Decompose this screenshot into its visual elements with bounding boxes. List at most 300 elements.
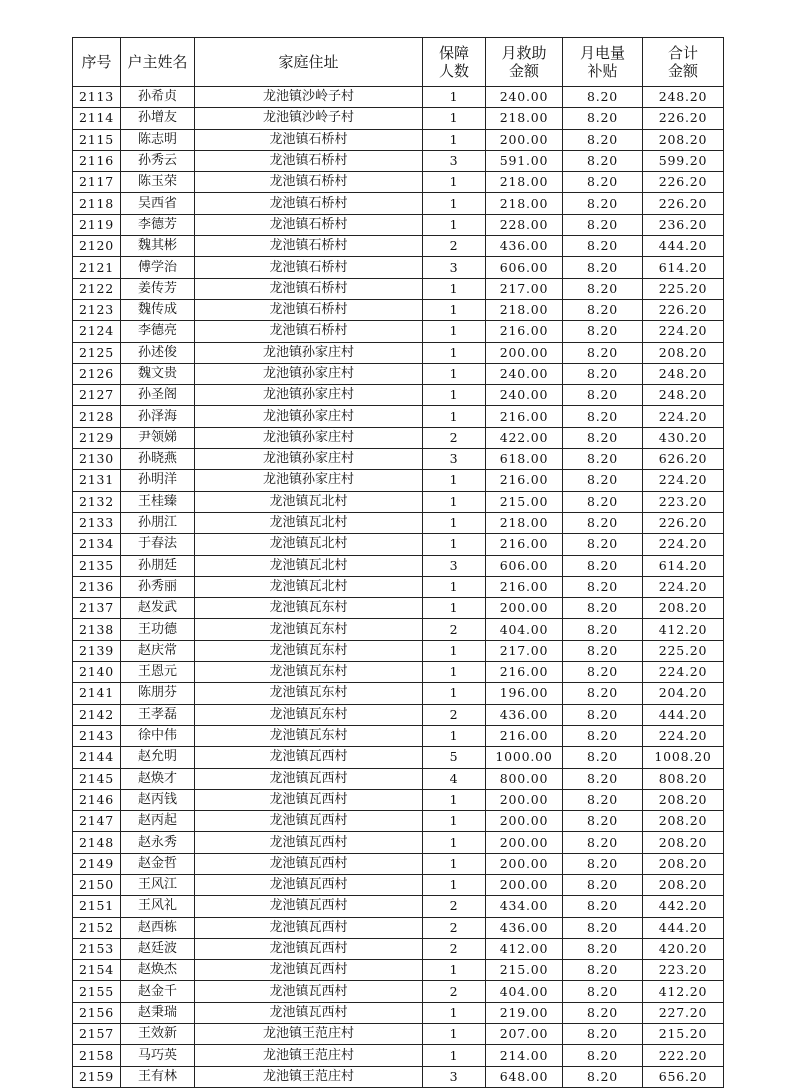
- cell-people: 1: [423, 512, 486, 533]
- table-row: [73, 960, 724, 981]
- cell-power: 8.20: [563, 619, 643, 640]
- table-row: [73, 853, 724, 874]
- document-page: [72, 37, 723, 1088]
- table-row: [73, 704, 724, 725]
- cell-people: 1: [423, 576, 486, 597]
- header-row: [73, 38, 724, 87]
- cell-power: 8.20: [563, 385, 643, 406]
- table-row: [73, 598, 724, 619]
- table-row: [73, 896, 724, 917]
- header-total: [643, 38, 724, 87]
- cell-address: 龙池镇沙岭子村: [195, 108, 423, 129]
- header-index: 序号: [73, 38, 121, 87]
- cell-total: 656.20: [643, 1066, 724, 1087]
- cell-address: 龙池镇瓦东村: [195, 704, 423, 725]
- cell-name: 陈玉荣: [121, 172, 195, 193]
- cell-power: 8.20: [563, 598, 643, 619]
- cell-address: 龙池镇孙家庄村: [195, 449, 423, 470]
- cell-total: 412.20: [643, 981, 724, 1002]
- cell-total: 208.20: [643, 598, 724, 619]
- cell-name: 赵允明: [121, 747, 195, 768]
- cell-people: 2: [423, 981, 486, 1002]
- cell-index: 2114: [73, 108, 121, 129]
- cell-power: 8.20: [563, 214, 643, 235]
- cell-people: 2: [423, 236, 486, 257]
- cell-power: 8.20: [563, 811, 643, 832]
- cell-index: 2135: [73, 555, 121, 576]
- cell-power: 8.20: [563, 917, 643, 938]
- cell-name: 李德亮: [121, 321, 195, 342]
- cell-power: 8.20: [563, 853, 643, 874]
- header-total-line1: 合计: [667, 44, 698, 62]
- cell-aid: 216.00: [486, 470, 563, 491]
- cell-index: 2140: [73, 662, 121, 683]
- cell-address: 龙池镇石桥村: [195, 172, 423, 193]
- cell-total: 444.20: [643, 704, 724, 725]
- cell-aid: 217.00: [486, 640, 563, 661]
- cell-address: 龙池镇石桥村: [195, 129, 423, 150]
- cell-aid: 606.00: [486, 257, 563, 278]
- table-row: [73, 172, 724, 193]
- cell-index: 2154: [73, 960, 121, 981]
- cell-total: 215.20: [643, 1024, 724, 1045]
- cell-total: 224.20: [643, 662, 724, 683]
- cell-total: 420.20: [643, 938, 724, 959]
- cell-aid: 207.00: [486, 1024, 563, 1045]
- cell-power: 8.20: [563, 981, 643, 1002]
- table-row: [73, 470, 724, 491]
- table-row: [73, 236, 724, 257]
- cell-people: 2: [423, 896, 486, 917]
- cell-power: 8.20: [563, 938, 643, 959]
- cell-address: 龙池镇瓦西村: [195, 747, 423, 768]
- cell-people: 2: [423, 619, 486, 640]
- cell-power: 8.20: [563, 789, 643, 810]
- cell-power: 8.20: [563, 768, 643, 789]
- cell-power: 8.20: [563, 342, 643, 363]
- cell-name: 赵西栋: [121, 917, 195, 938]
- cell-address: 龙池镇孙家庄村: [195, 470, 423, 491]
- cell-people: 3: [423, 555, 486, 576]
- cell-aid: 1000.00: [486, 747, 563, 768]
- table-row: [73, 512, 724, 533]
- cell-name: 陈志明: [121, 129, 195, 150]
- cell-index: 2145: [73, 768, 121, 789]
- cell-address: 龙池镇石桥村: [195, 299, 423, 320]
- cell-index: 2139: [73, 640, 121, 661]
- cell-name: 马巧英: [121, 1045, 195, 1066]
- cell-name: 吴西省: [121, 193, 195, 214]
- cell-name: 孙秀丽: [121, 576, 195, 597]
- cell-address: 龙池镇瓦西村: [195, 853, 423, 874]
- cell-power: 8.20: [563, 299, 643, 320]
- table-row: [73, 193, 724, 214]
- cell-address: 龙池镇孙家庄村: [195, 342, 423, 363]
- cell-aid: 218.00: [486, 299, 563, 320]
- cell-total: 224.20: [643, 576, 724, 597]
- cell-total: 224.20: [643, 406, 724, 427]
- cell-power: 8.20: [563, 470, 643, 491]
- cell-people: 1: [423, 789, 486, 810]
- cell-people: 1: [423, 534, 486, 555]
- cell-address: 龙池镇石桥村: [195, 193, 423, 214]
- cell-people: 1: [423, 960, 486, 981]
- cell-aid: 422.00: [486, 427, 563, 448]
- table-row: [73, 449, 724, 470]
- cell-address: 龙池镇瓦东村: [195, 619, 423, 640]
- cell-people: 1: [423, 321, 486, 342]
- cell-power: 8.20: [563, 321, 643, 342]
- cell-name: 赵廷波: [121, 938, 195, 959]
- cell-people: 1: [423, 725, 486, 746]
- table-body: [73, 87, 724, 1088]
- table-row: [73, 640, 724, 661]
- cell-aid: 216.00: [486, 576, 563, 597]
- cell-total: 223.20: [643, 491, 724, 512]
- cell-power: 8.20: [563, 640, 643, 661]
- cell-name: 赵发武: [121, 598, 195, 619]
- table-row: [73, 981, 724, 1002]
- cell-total: 248.20: [643, 385, 724, 406]
- aid-table: [72, 37, 724, 1088]
- cell-address: 龙池镇王范庄村: [195, 1024, 423, 1045]
- cell-total: 208.20: [643, 342, 724, 363]
- cell-address: 龙池镇瓦西村: [195, 789, 423, 810]
- table-row: [73, 1045, 724, 1066]
- cell-name: 魏传成: [121, 299, 195, 320]
- cell-power: 8.20: [563, 87, 643, 108]
- cell-power: 8.20: [563, 491, 643, 512]
- cell-index: 2159: [73, 1066, 121, 1087]
- cell-name: 王功德: [121, 619, 195, 640]
- cell-aid: 196.00: [486, 683, 563, 704]
- cell-name: 王风江: [121, 874, 195, 895]
- cell-name: 孙圣阁: [121, 385, 195, 406]
- table-row: [73, 747, 724, 768]
- cell-address: 龙池镇瓦西村: [195, 917, 423, 938]
- cell-index: 2126: [73, 363, 121, 384]
- cell-total: 208.20: [643, 129, 724, 150]
- cell-name: 姜传芳: [121, 278, 195, 299]
- cell-aid: 404.00: [486, 981, 563, 1002]
- table-row: [73, 363, 724, 384]
- table-row: [73, 385, 724, 406]
- header-name: 户主姓名: [121, 38, 195, 87]
- table-row: [73, 278, 724, 299]
- cell-index: 2142: [73, 704, 121, 725]
- cell-people: 3: [423, 257, 486, 278]
- cell-address: 龙池镇瓦东村: [195, 683, 423, 704]
- cell-address: 龙池镇瓦东村: [195, 640, 423, 661]
- cell-name: 赵永秀: [121, 832, 195, 853]
- cell-address: 龙池镇瓦北村: [195, 491, 423, 512]
- cell-name: 孙述俊: [121, 342, 195, 363]
- cell-power: 8.20: [563, 1002, 643, 1023]
- cell-power: 8.20: [563, 555, 643, 576]
- cell-address: 龙池镇瓦西村: [195, 832, 423, 853]
- cell-address: 龙池镇瓦西村: [195, 981, 423, 1002]
- table-row: [73, 768, 724, 789]
- cell-people: 3: [423, 449, 486, 470]
- cell-address: 龙池镇瓦西村: [195, 768, 423, 789]
- cell-total: 226.20: [643, 299, 724, 320]
- cell-index: 2136: [73, 576, 121, 597]
- cell-power: 8.20: [563, 129, 643, 150]
- table-row: [73, 683, 724, 704]
- cell-people: 1: [423, 683, 486, 704]
- cell-address: 龙池镇瓦北村: [195, 576, 423, 597]
- cell-index: 2125: [73, 342, 121, 363]
- cell-aid: 412.00: [486, 938, 563, 959]
- cell-aid: 228.00: [486, 214, 563, 235]
- cell-name: 赵焕杰: [121, 960, 195, 981]
- cell-name: 孙朋江: [121, 512, 195, 533]
- cell-people: 1: [423, 129, 486, 150]
- cell-people: 1: [423, 108, 486, 129]
- cell-name: 孙增友: [121, 108, 195, 129]
- cell-aid: 216.00: [486, 406, 563, 427]
- cell-index: 2153: [73, 938, 121, 959]
- table-header: [73, 38, 724, 87]
- cell-address: 龙池镇石桥村: [195, 321, 423, 342]
- cell-index: 2133: [73, 512, 121, 533]
- cell-power: 8.20: [563, 512, 643, 533]
- cell-total: 430.20: [643, 427, 724, 448]
- cell-people: 1: [423, 853, 486, 874]
- cell-people: 1: [423, 406, 486, 427]
- cell-total: 225.20: [643, 278, 724, 299]
- cell-name: 魏其彬: [121, 236, 195, 257]
- cell-index: 2150: [73, 874, 121, 895]
- cell-address: 龙池镇石桥村: [195, 236, 423, 257]
- cell-total: 224.20: [643, 321, 724, 342]
- cell-people: 2: [423, 938, 486, 959]
- cell-power: 8.20: [563, 1066, 643, 1087]
- cell-aid: 404.00: [486, 619, 563, 640]
- table-row: [73, 214, 724, 235]
- cell-aid: 214.00: [486, 1045, 563, 1066]
- cell-aid: 606.00: [486, 555, 563, 576]
- cell-index: 2113: [73, 87, 121, 108]
- cell-index: 2152: [73, 917, 121, 938]
- cell-power: 8.20: [563, 193, 643, 214]
- cell-total: 226.20: [643, 193, 724, 214]
- cell-aid: 240.00: [486, 363, 563, 384]
- table-row: [73, 491, 724, 512]
- cell-people: 1: [423, 87, 486, 108]
- cell-power: 8.20: [563, 662, 643, 683]
- cell-address: 龙池镇沙岭子村: [195, 87, 423, 108]
- cell-people: 2: [423, 704, 486, 725]
- cell-power: 8.20: [563, 576, 643, 597]
- cell-name: 赵丙钱: [121, 789, 195, 810]
- cell-aid: 648.00: [486, 1066, 563, 1087]
- table-row: [73, 108, 724, 129]
- cell-index: 2148: [73, 832, 121, 853]
- cell-people: 1: [423, 214, 486, 235]
- cell-power: 8.20: [563, 704, 643, 725]
- cell-index: 2137: [73, 598, 121, 619]
- cell-aid: 216.00: [486, 534, 563, 555]
- cell-index: 2123: [73, 299, 121, 320]
- cell-aid: 436.00: [486, 704, 563, 725]
- cell-aid: 200.00: [486, 342, 563, 363]
- cell-total: 226.20: [643, 512, 724, 533]
- cell-aid: 218.00: [486, 512, 563, 533]
- cell-total: 208.20: [643, 874, 724, 895]
- cell-aid: 800.00: [486, 768, 563, 789]
- cell-total: 226.20: [643, 172, 724, 193]
- table-row: [73, 1024, 724, 1045]
- cell-power: 8.20: [563, 449, 643, 470]
- cell-index: 2115: [73, 129, 121, 150]
- cell-people: 1: [423, 278, 486, 299]
- cell-power: 8.20: [563, 832, 643, 853]
- cell-total: 222.20: [643, 1045, 724, 1066]
- cell-name: 魏文贵: [121, 363, 195, 384]
- cell-name: 陈朋芬: [121, 683, 195, 704]
- cell-aid: 216.00: [486, 662, 563, 683]
- cell-total: 614.20: [643, 257, 724, 278]
- cell-total: 248.20: [643, 87, 724, 108]
- cell-index: 2127: [73, 385, 121, 406]
- table-row: [73, 555, 724, 576]
- cell-address: 龙池镇瓦西村: [195, 811, 423, 832]
- cell-power: 8.20: [563, 257, 643, 278]
- cell-name: 李德芳: [121, 214, 195, 235]
- cell-address: 龙池镇王范庄村: [195, 1045, 423, 1066]
- cell-people: 1: [423, 598, 486, 619]
- cell-aid: 218.00: [486, 193, 563, 214]
- cell-name: 孙秀云: [121, 150, 195, 171]
- cell-name: 赵庆常: [121, 640, 195, 661]
- cell-total: 236.20: [643, 214, 724, 235]
- cell-name: 尹领娣: [121, 427, 195, 448]
- cell-index: 2121: [73, 257, 121, 278]
- cell-total: 224.20: [643, 470, 724, 491]
- cell-people: 1: [423, 172, 486, 193]
- table-row: [73, 938, 724, 959]
- cell-total: 444.20: [643, 917, 724, 938]
- cell-address: 龙池镇瓦东村: [195, 662, 423, 683]
- cell-name: 傅学治: [121, 257, 195, 278]
- cell-name: 孙朋廷: [121, 555, 195, 576]
- cell-index: 2151: [73, 896, 121, 917]
- table-row: [73, 427, 724, 448]
- cell-index: 2117: [73, 172, 121, 193]
- table-row: [73, 299, 724, 320]
- cell-index: 2128: [73, 406, 121, 427]
- cell-address: 龙池镇瓦西村: [195, 938, 423, 959]
- cell-address: 龙池镇瓦北村: [195, 534, 423, 555]
- cell-total: 204.20: [643, 683, 724, 704]
- cell-people: 1: [423, 811, 486, 832]
- cell-name: 赵丙起: [121, 811, 195, 832]
- cell-total: 223.20: [643, 960, 724, 981]
- cell-people: 1: [423, 662, 486, 683]
- cell-aid: 434.00: [486, 896, 563, 917]
- table-row: [73, 87, 724, 108]
- cell-total: 208.20: [643, 789, 724, 810]
- cell-address: 龙池镇瓦东村: [195, 725, 423, 746]
- cell-people: 3: [423, 1066, 486, 1087]
- cell-name: 王风礼: [121, 896, 195, 917]
- cell-index: 2149: [73, 853, 121, 874]
- cell-people: 5: [423, 747, 486, 768]
- cell-name: 于春法: [121, 534, 195, 555]
- cell-power: 8.20: [563, 960, 643, 981]
- cell-address: 龙池镇石桥村: [195, 150, 423, 171]
- header-people-line1: 保障: [438, 44, 469, 62]
- cell-aid: 218.00: [486, 172, 563, 193]
- cell-name: 孙晓燕: [121, 449, 195, 470]
- cell-address: 龙池镇石桥村: [195, 257, 423, 278]
- header-aid-line2: 金额: [508, 62, 539, 80]
- cell-aid: 200.00: [486, 832, 563, 853]
- cell-index: 2146: [73, 789, 121, 810]
- header-power-line1: 月电量: [579, 44, 625, 62]
- cell-total: 227.20: [643, 1002, 724, 1023]
- cell-index: 2138: [73, 619, 121, 640]
- cell-address: 龙池镇孙家庄村: [195, 363, 423, 384]
- cell-people: 1: [423, 193, 486, 214]
- cell-people: 1: [423, 874, 486, 895]
- table-row: [73, 406, 724, 427]
- table-row: [73, 832, 724, 853]
- cell-index: 2132: [73, 491, 121, 512]
- cell-people: 4: [423, 768, 486, 789]
- cell-address: 龙池镇孙家庄村: [195, 427, 423, 448]
- table-row: [73, 789, 724, 810]
- cell-people: 1: [423, 470, 486, 491]
- cell-address: 龙池镇孙家庄村: [195, 385, 423, 406]
- cell-aid: 218.00: [486, 108, 563, 129]
- cell-address: 龙池镇王范庄村: [195, 1066, 423, 1087]
- cell-index: 2124: [73, 321, 121, 342]
- header-people-line2: 人数: [438, 62, 469, 80]
- cell-index: 2157: [73, 1024, 121, 1045]
- cell-name: 赵金哲: [121, 853, 195, 874]
- cell-address: 龙池镇石桥村: [195, 278, 423, 299]
- cell-power: 8.20: [563, 108, 643, 129]
- cell-aid: 240.00: [486, 87, 563, 108]
- cell-name: 孙泽海: [121, 406, 195, 427]
- cell-address: 龙池镇瓦西村: [195, 874, 423, 895]
- cell-address: 龙池镇瓦西村: [195, 1002, 423, 1023]
- table-row: [73, 257, 724, 278]
- table-row: [73, 129, 724, 150]
- cell-total: 248.20: [643, 363, 724, 384]
- cell-power: 8.20: [563, 427, 643, 448]
- cell-name: 孙希贞: [121, 87, 195, 108]
- cell-total: 208.20: [643, 832, 724, 853]
- cell-people: 1: [423, 342, 486, 363]
- cell-total: 208.20: [643, 853, 724, 874]
- cell-total: 208.20: [643, 811, 724, 832]
- cell-people: 1: [423, 385, 486, 406]
- cell-address: 龙池镇孙家庄村: [195, 406, 423, 427]
- table-row: [73, 874, 724, 895]
- cell-index: 2134: [73, 534, 121, 555]
- cell-aid: 436.00: [486, 236, 563, 257]
- table-row: [73, 811, 724, 832]
- cell-index: 2119: [73, 214, 121, 235]
- header-total-line2: 金额: [667, 62, 698, 80]
- cell-power: 8.20: [563, 278, 643, 299]
- cell-power: 8.20: [563, 236, 643, 257]
- cell-index: 2147: [73, 811, 121, 832]
- cell-name: 赵秉瑞: [121, 1002, 195, 1023]
